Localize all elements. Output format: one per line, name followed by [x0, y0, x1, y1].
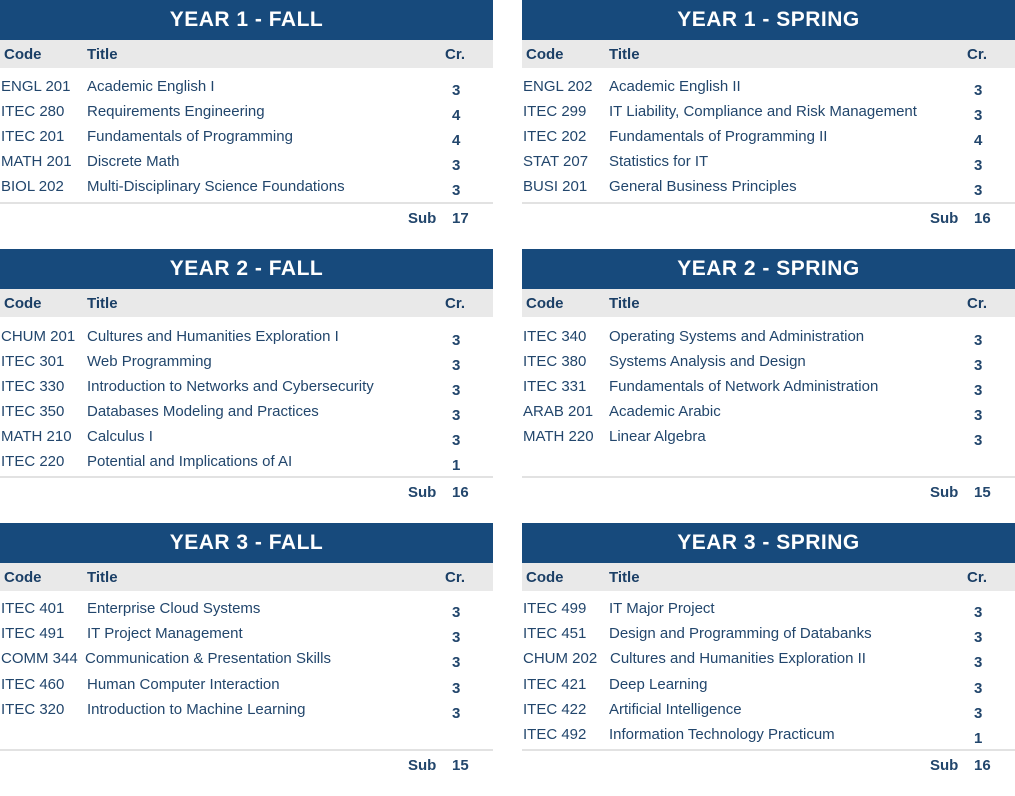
divider — [522, 202, 1015, 204]
course-title: Multi-Disciplinary Science Foundations — [87, 178, 345, 195]
course-code: ITEC 350 — [1, 403, 65, 420]
table-header — [522, 40, 1015, 68]
course-row — [522, 376, 1015, 401]
semester-title: YEAR 2 - FALL — [0, 249, 493, 289]
course-code: MATH 210 — [1, 428, 72, 445]
course-credits: 3 — [452, 629, 461, 646]
course-title: Fundamentals of Network Administration — [609, 378, 879, 395]
semester-title: YEAR 1 - FALL — [0, 0, 493, 40]
semester-block-year1-spring — [522, 0, 1015, 227]
subtotal-row — [0, 755, 493, 779]
course-credits: 4 — [452, 107, 461, 124]
course-credits: 3 — [452, 680, 461, 697]
course-credits: 4 — [452, 132, 461, 149]
course-credits: 3 — [974, 107, 983, 124]
course-title: Artificial Intelligence — [609, 701, 742, 718]
course-code: ITEC 331 — [523, 378, 587, 395]
course-row — [0, 451, 493, 476]
subtotal-row — [0, 482, 493, 506]
table-header — [522, 563, 1015, 591]
course-row — [522, 101, 1015, 126]
course-code: ENGL 202 — [523, 78, 593, 95]
course-credits: 1 — [452, 457, 461, 474]
course-row — [522, 126, 1015, 151]
course-title: Calculus I — [87, 428, 153, 445]
course-row — [0, 176, 493, 201]
semester-title: YEAR 3 - SPRING — [522, 523, 1015, 563]
title-header: Title — [87, 46, 118, 63]
course-row — [522, 401, 1015, 426]
course-row — [522, 623, 1015, 648]
credits-header: Cr. — [445, 46, 466, 63]
table-header — [0, 563, 493, 591]
table-header — [522, 289, 1015, 317]
course-title: Systems Analysis and Design — [609, 353, 806, 370]
course-title: Academic English II — [609, 78, 741, 95]
code-header: Code — [4, 295, 42, 312]
subtotal-value: 17 — [452, 210, 469, 227]
subtotal-value: 16 — [974, 757, 991, 774]
course-credits: 3 — [452, 332, 461, 349]
course-credits: 3 — [974, 629, 983, 646]
title-header: Title — [609, 46, 640, 63]
semester-block-year1-fall — [0, 0, 493, 227]
course-row — [0, 151, 493, 176]
semester-block-year2-fall — [0, 249, 493, 501]
course-title: General Business Principles — [609, 178, 797, 195]
course-row — [522, 699, 1015, 724]
course-code: STAT 207 — [523, 153, 589, 170]
course-code: ITEC 330 — [1, 378, 65, 395]
course-row — [0, 598, 493, 623]
course-code: ITEC 499 — [523, 600, 587, 617]
course-row — [0, 326, 493, 351]
title-header: Title — [87, 569, 118, 586]
course-title: Human Computer Interaction — [87, 676, 280, 693]
course-code: ITEC 320 — [1, 701, 65, 718]
course-credits: 3 — [974, 382, 983, 399]
course-row — [522, 326, 1015, 351]
semester-block-year3-spring — [522, 523, 1015, 774]
course-credits: 3 — [974, 407, 983, 424]
course-row — [0, 648, 493, 673]
course-code: BIOL 202 — [1, 178, 64, 195]
course-code: ITEC 460 — [1, 676, 65, 693]
subtotal-value: 15 — [452, 757, 469, 774]
semester-title: YEAR 3 - FALL — [0, 523, 493, 563]
course-title: Design and Programming of Databanks — [609, 625, 872, 642]
course-code: ITEC 451 — [523, 625, 587, 642]
semester-block-year2-spring — [522, 249, 1015, 501]
course-title: IT Project Management — [87, 625, 243, 642]
credits-header: Cr. — [967, 46, 988, 63]
course-row — [522, 351, 1015, 376]
divider — [522, 749, 1015, 751]
course-credits: 3 — [974, 680, 983, 697]
divider — [0, 476, 493, 478]
course-title: Operating Systems and Administration — [609, 328, 865, 345]
course-row — [522, 674, 1015, 699]
divider — [0, 749, 493, 751]
course-code: ARAB 201 — [523, 403, 594, 420]
course-row — [522, 176, 1015, 201]
course-title: Databases Modeling and Practices — [87, 403, 319, 420]
credits-header: Cr. — [445, 295, 466, 312]
course-credits: 3 — [974, 705, 983, 722]
course-credits: 3 — [452, 357, 461, 374]
course-row — [0, 401, 493, 426]
course-code: ITEC 301 — [1, 353, 65, 370]
subtotal-row — [522, 755, 1015, 779]
code-header: Code — [526, 295, 564, 312]
course-code: ITEC 492 — [523, 726, 587, 743]
course-title: Cultures and Humanities Exploration II — [610, 650, 866, 667]
credits-header: Cr. — [445, 569, 466, 586]
subtotal-label: Sub — [408, 210, 437, 227]
subtotal-value: 15 — [974, 484, 991, 501]
course-title: Requirements Engineering — [87, 103, 265, 120]
code-header: Code — [526, 46, 564, 63]
course-code: ITEC 220 — [1, 453, 65, 470]
course-credits: 3 — [974, 357, 983, 374]
subtotal-label: Sub — [930, 484, 959, 501]
subtotal-value: 16 — [974, 210, 991, 227]
table-header — [0, 289, 493, 317]
course-row — [0, 76, 493, 101]
course-row — [0, 699, 493, 724]
course-code: ITEC 421 — [523, 676, 587, 693]
course-row — [522, 648, 1015, 673]
course-title: Academic English I — [87, 78, 215, 95]
title-header: Title — [87, 295, 118, 312]
course-code: ITEC 340 — [523, 328, 587, 345]
course-code: CHUM 202 — [523, 650, 598, 667]
course-title: Academic Arabic — [609, 403, 721, 420]
course-title: Statistics for IT — [609, 153, 709, 170]
course-title: Linear Algebra — [609, 428, 706, 445]
course-code: ITEC 201 — [1, 128, 65, 145]
code-header: Code — [4, 46, 42, 63]
course-credits: 3 — [974, 182, 983, 199]
course-row — [0, 426, 493, 451]
course-code: ITEC 202 — [523, 128, 587, 145]
course-row — [522, 426, 1015, 451]
course-row — [0, 623, 493, 648]
course-code: COMM 344 — [1, 650, 78, 667]
course-credits: 3 — [974, 432, 983, 449]
course-code: ITEC 401 — [1, 600, 65, 617]
course-credits: 3 — [974, 157, 983, 174]
course-credits: 3 — [974, 82, 983, 99]
course-title: Information Technology Practicum — [609, 726, 835, 743]
credits-header: Cr. — [967, 569, 988, 586]
code-header: Code — [4, 569, 42, 586]
course-title: Introduction to Networks and Cybersecurity — [87, 378, 374, 395]
course-credits: 3 — [974, 654, 983, 671]
course-credits: 4 — [974, 132, 983, 149]
course-credits: 3 — [974, 604, 983, 621]
subtotal-label: Sub — [930, 210, 959, 227]
course-code: CHUM 201 — [1, 328, 76, 345]
course-code: MATH 220 — [523, 428, 594, 445]
subtotal-row — [522, 208, 1015, 232]
table-header — [0, 40, 493, 68]
semester-block-year3-fall — [0, 523, 493, 774]
course-credits: 3 — [452, 382, 461, 399]
course-credits: 3 — [452, 604, 461, 621]
course-credits: 3 — [452, 182, 461, 199]
course-title: Potential and Implications of AI — [87, 453, 293, 470]
course-title: Communication & Presentation Skills — [85, 650, 331, 667]
subtotal-row — [0, 208, 493, 232]
subtotal-label: Sub — [930, 757, 959, 774]
credits-header: Cr. — [967, 295, 988, 312]
course-row — [0, 376, 493, 401]
title-header: Title — [609, 295, 640, 312]
course-credits: 3 — [452, 157, 461, 174]
subtotal-label: Sub — [408, 757, 437, 774]
course-credits: 3 — [974, 332, 983, 349]
subtotal-value: 16 — [452, 484, 469, 501]
course-row — [522, 598, 1015, 623]
course-code: BUSI 201 — [523, 178, 588, 195]
subtotal-label: Sub — [408, 484, 437, 501]
course-title: Deep Learning — [609, 676, 708, 693]
course-title: Fundamentals of Programming II — [609, 128, 828, 145]
course-credits: 3 — [452, 82, 461, 99]
title-header: Title — [609, 569, 640, 586]
course-title: IT Major Project — [609, 600, 715, 617]
course-code: ITEC 491 — [1, 625, 65, 642]
course-credits: 3 — [452, 654, 461, 671]
course-title: Web Programming — [87, 353, 212, 370]
course-credits: 1 — [974, 730, 983, 747]
course-code: ITEC 299 — [523, 103, 587, 120]
course-title: IT Liability, Compliance and Risk Management — [609, 103, 917, 120]
course-credits: 3 — [452, 407, 461, 424]
course-title: Introduction to Machine Learning — [87, 701, 306, 718]
divider — [522, 476, 1015, 478]
course-row — [522, 151, 1015, 176]
course-row — [0, 126, 493, 151]
subtotal-row — [522, 482, 1015, 506]
course-title: Enterprise Cloud Systems — [87, 600, 261, 617]
course-code: ITEC 380 — [523, 353, 587, 370]
course-credits: 3 — [452, 705, 461, 722]
course-row — [0, 674, 493, 699]
semester-title: YEAR 2 - SPRING — [522, 249, 1015, 289]
divider — [0, 202, 493, 204]
semester-title: YEAR 1 - SPRING — [522, 0, 1015, 40]
code-header: Code — [526, 569, 564, 586]
course-credits: 3 — [452, 432, 461, 449]
course-code: MATH 201 — [1, 153, 72, 170]
course-title: Fundamentals of Programming — [87, 128, 293, 145]
course-title: Discrete Math — [87, 153, 180, 170]
course-row — [522, 724, 1015, 749]
course-code: ITEC 422 — [523, 701, 587, 718]
course-code: ENGL 201 — [1, 78, 71, 95]
course-row — [522, 76, 1015, 101]
course-row — [0, 351, 493, 376]
course-title: Cultures and Humanities Exploration I — [87, 328, 339, 345]
course-row — [0, 101, 493, 126]
course-code: ITEC 280 — [1, 103, 65, 120]
